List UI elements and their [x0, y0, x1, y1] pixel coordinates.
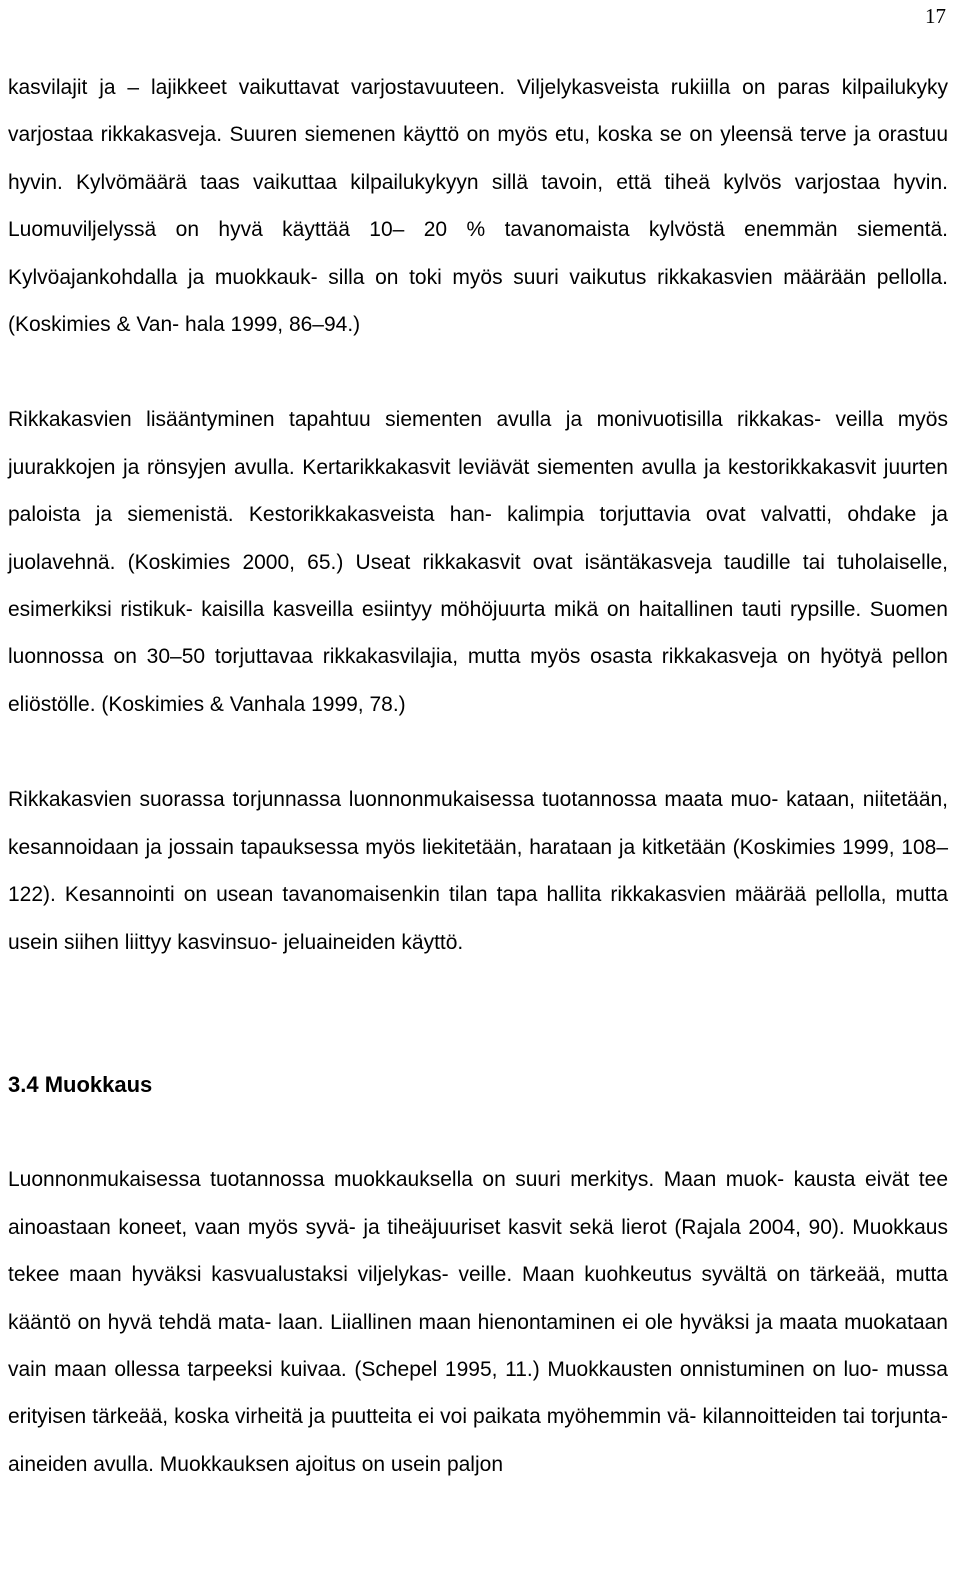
- text-line: kataan, niitetään, kesannoidaan ja jossain tapauksessa myös liekitetään, harataan: [8, 788, 949, 859]
- text-line: jeluaineiden käyttö.: [283, 930, 464, 954]
- text-line: 20 % tavanomaista kylvöstä enemmän siementä. Kylvöajankohdalla ja muokkauk-: [8, 218, 949, 289]
- page-number: 17: [925, 4, 946, 28]
- heading-spacer: [8, 1108, 948, 1156]
- text-line: kaisilla kasveilla esiintyy möhöjuurta mikä on haitallinen tauti rypsille. Suomen: [201, 598, 948, 622]
- text-line: kilannoitteiden tai torjunta-aineiden avulla. Muokkauksen ajoitus on usein paljon: [8, 1405, 948, 1476]
- text-line: ollessa tarpeeksi kuivaa. (Schepel 1995, 11.) Muokkausten onnistuminen on luo-: [114, 1357, 879, 1381]
- text-line: Rikkakasvien lisääntyminen tapahtuu siementen avulla ja monivuotisilla rikkakas-: [8, 408, 822, 432]
- text-line: mussa erityisen tärkeää, koska virheitä ja puutteita ei voi paikata myöhemmin vä-: [8, 1357, 948, 1429]
- text-line: avulla ja kestorikkakasvit juurten paloista ja siemenistä. Kestorikkakasveista han-: [8, 455, 948, 527]
- text-line: Luonnonmukaisessa tuotannossa muokkauksella on suuri merkitys. Maan muok-: [8, 1168, 785, 1192]
- text-line: veilla myös juurakkojen ja rönsyjen avulla. Kertarikkakasvit leviävät siementen: [8, 408, 948, 479]
- text-line: veille. Maan kuohkeutus syvältä on tärkeää, mutta kääntö on hyvä tehdä mata-: [8, 1263, 948, 1334]
- paragraph-tillage: [8, 1156, 948, 1488]
- text-line: tilan tapa hallita rikkakasvien määrää pellolla, mutta usein siihen liittyy kasvinsuo-: [8, 883, 948, 954]
- text-line: ja kitketään (Koskimies 1999, 108–122). Kesannointi on usean tavanomaisenkin: [8, 835, 948, 907]
- text-line: kausta eivät tee ainoastaan koneet, vaan myös syvä- ja tiheäjuuriset kasvit sekä: [8, 1168, 949, 1239]
- text-line: luonnossa on 30–50 torjuttavaa rikkakasvilajia, mutta myös osasta rikkakasveja on: [8, 645, 811, 669]
- section-heading: 3.4 Muokkaus: [8, 1071, 153, 1097]
- text-line: hala 1999, 86–94.): [185, 313, 361, 337]
- text-line: laan. Liiallinen maan hienontaminen ei ole hyväksi ja maata muokataan vain maan: [8, 1310, 948, 1381]
- paragraph-spacer: [8, 728, 948, 776]
- text-line: kasvilajit ja – lajikkeet vaikuttavat varjostavuuteen. Viljelykasveista rukiilla on paras: [8, 76, 830, 99]
- section-spacer: [8, 966, 948, 1061]
- text-line: lierot (Rajala 2004, 90). Muokkaus tekee maan hyväksi kasvualustaksi viljelykas-: [8, 1215, 948, 1287]
- text-line: kalimpia torjuttavia ovat valvatti, ohdake ja juolavehnä. (Koskimies 2000, 65.): [8, 503, 948, 574]
- paragraph-weed-reproduction: [8, 396, 948, 728]
- text-line: sillä tavoin, että tiheä kylvös varjostaa hyvin. Luomuviljelyssä on hyvä käyttää 10–: [8, 170, 948, 242]
- text-line: kilpailukyky varjostaa rikkakasveja. Suuren siemenen käyttö on myös etu, koska: [8, 76, 948, 147]
- paragraph-weeds-shading: [8, 64, 948, 348]
- text-line: Useat rikkakasvit ovat isäntäkasveja taudille tai tuholaiselle, esimerkiksi ristikuk-: [8, 550, 948, 622]
- text-line: se on yleensä terve ja orastuu hyvin. Kylvömäärä taas vaikuttaa kilpailukykyyn: [8, 123, 949, 194]
- text-line: hyötyä pellon eliöstölle. (Koskimies & Vanhala 1999, 78.): [8, 645, 948, 716]
- paragraph-weed-control: [8, 776, 948, 966]
- paragraph-spacer: [8, 348, 948, 396]
- document-body: [8, 64, 948, 1488]
- text-line: Rikkakasvien suorassa torjunnassa luonnonmukaisessa tuotannossa maata muo-: [8, 788, 779, 812]
- text-line: silla on toki myös suuri vaikutus rikkakasvien määrään pellolla. (Koskimies & Van-: [8, 265, 949, 337]
